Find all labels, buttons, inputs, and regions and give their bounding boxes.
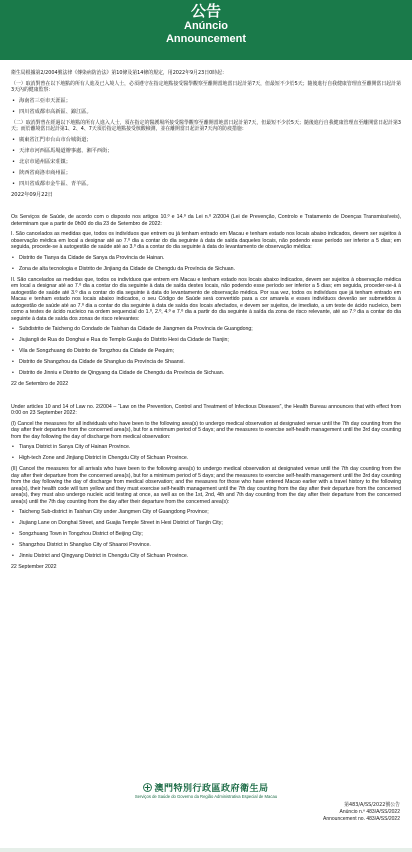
pt-bullets-1: [11, 255, 401, 273]
cn-item-2: （二）取消對曾在經過以下地點的所有人進入人士，須在指定的醫護場所接受醫學觀察至離開當地當日起計第7天，但最短不少於5天；隨後進行自我健康管理直至離開當日起計第3天；而於離境當日起計第1、2、4、7天須於指定地點接受核酸檢測，並在離開當日起計第7天內的防疫措施：: [11, 119, 401, 132]
section-spacer: [11, 394, 401, 404]
announcement-reference: [323, 802, 400, 823]
list-item: • Taicheng Sub-district in Taishan City under Jiangmen City of Guangdong Province;: [11, 509, 401, 516]
pt-item-1: I. São cancelados as medidas que, todos os indivíduos que entrem ou já tenham entrado em Macau e tenham estado nos locais abaixo indicados, devem ser sujeitos à observação médica em local a designar até ao 7.º dia a contar do dia seguinte à data de saída daqueles locais, não podendo esse período ser inferior a 5 dias; em seguida, procede-se à autogestão de saúde até ao 3.º dia a contar do dia seguinte à data do levantamento de observação médica:: [11, 231, 401, 250]
cn-intro: 衛生局根據第2/2004號法律《傳染病防治法》第10條及第14條的規定，用2022年9月23日0時起：: [11, 70, 227, 76]
announcement-header: [0, 0, 412, 60]
cn-date: 2022年09月22日: [11, 191, 53, 198]
reference-english: Announcement no. 483/A/SS/2022: [322, 816, 400, 822]
pt-date: 22 de Setembro de 2022: [11, 381, 69, 387]
announcement-body: [0, 60, 412, 571]
title-english: Announcement: [165, 33, 247, 45]
list-item: • 北京市通州區宋莊鎮；: [11, 159, 401, 166]
issuer-seal: [0, 781, 412, 799]
list-item: • Jiujiang Lane on Donghai Street, and Guajia Temple Street in Hexi District of Tianjin City;: [11, 520, 401, 527]
list-item: • Jinniu District and Qingyang District in Chengdu City of Sichuan Province.: [11, 553, 401, 560]
list-item: • 陝西省商洛市商州區；: [11, 170, 401, 177]
cn-bullets-1: [11, 98, 401, 116]
list-item: • Jiujiangli de Rua do Donghai e Rua do Templo Guajia do Distrito Hexi da Cidade de Tianjin;: [11, 337, 401, 344]
pt-item-2: II. São cancelados as medidas que, todos os indivíduos que entrem em Macau e tenham estado nos locais abaixo indicados, devem ser sujeitos à observação médica em local a designar até ao 7.º dia a contar do dia seguinte à data de saída destes locais, não podendo esse período ser inferior a 5 dias; em seguida, proceder-se-á à autogestão de saúde até 3.º dia a contar do dia seguinte à data do levantamento de observação médica. Por sua vez, todos os indivíduos que já tenham entrado em Macau e tenham estado nos locais abaixo indicados, o seu Código de Saúde será convertido para a cor amarela e esses indivíduos deverão ser submetidos à autogestão de saúde até ao 7.º dia a contar do dia seguinte à data de saída dos locais afectados, e devem ser sujeitos, de imediato, a um teste de ácido nucleico, bem como a testes de ácido nucleico na ordem sequencial do 1.º, 2.º, 4.º e 7.º dia a partir do dia seguinte à saída da zona de risco relevante, até ao 7.º dia a contar do dia seguinte à data de saída dos zonas de risco relevantes:: [11, 276, 401, 322]
pt-intro: Os Serviços de Saúde, de acordo com o disposto nos artigos 10.º e 14.º da Lei n.º 2/2004 (Lei de Prevenção, Controlo e Tratamento de Doenças Transmissíveis), determinam que a partir de 0h00 do dia 23 de Setembro de 2022:: [11, 214, 401, 227]
portuguese-section: [11, 214, 401, 388]
cn-bullets-2: [11, 137, 401, 188]
list-item: • Distrito de Tianya da Cidade de Sanya da Província de Hainan.: [11, 255, 401, 262]
list-item: • Subdistrito de Taicheng do Condado de Taishan da Cidade de Jiangmen da Província de Guangdong;: [11, 326, 401, 333]
english-section: [11, 404, 401, 571]
list-item: • Distrito de Shangzhou da Cidade de Shangluo da Província de Shaanxi.: [11, 359, 401, 366]
list-item: • 四川省成都市金牛區、青羊區。: [11, 181, 401, 188]
section-spacer: [11, 204, 401, 214]
list-item: • Distrito de Jinniu e Distrito de Qingyang da Cidade de Chengdu da Província de Sichuan.: [11, 370, 401, 377]
list-item: • Vila de Songzhuang do Distrito de Tongzhou da Cidade de Pequim;: [11, 348, 401, 355]
list-item: • Shangzhou District in Shangluo City of Shaanxi Province.: [11, 542, 401, 549]
list-item: • Songzhuang Town in Tongzhou District of Beijing City;: [11, 531, 401, 538]
health-bureau-logo-icon: [143, 783, 152, 792]
list-item: • 四川省成都市高新區、錦江區。: [11, 109, 401, 116]
reference-chinese: 第483/A/SS/2022號公告: [344, 802, 400, 808]
footer-rule: [0, 848, 412, 852]
list-item: • 廣東省江門市台山市台城街道；: [11, 137, 401, 144]
title-portuguese: Anúncio: [184, 20, 228, 32]
list-item: • Tianya District in Sanya City of Hainan Province.: [11, 444, 401, 451]
cn-item-1: （一）取消對曾在以下地點的所有人進及已入境人士，必須遵守在指定地點接受醫學觀察至離開當地當日起計第7天，但最短不少於5天；隨後進行自我健康管理直至離開當日起計第3天內的健康監察：: [11, 80, 401, 93]
list-item: • High-tech Zone and Jinjiang District in Chengdu City of Sichuan Province.: [11, 455, 401, 462]
chinese-section: [11, 70, 401, 198]
en-date: 22 September 2022: [11, 564, 57, 570]
issuer-name-portuguese: Serviços de Saúde do Governo da Região Administrativa Especial de Macau: [134, 794, 278, 799]
en-item-1: (I) Cancel the measures for all individuals who have been to the following area(s) to undergo medical observation at designated venue until the 7th day counting from the day after their departure from the concerned area(s), but for a minimum period of 5 days; and the measures to exercise self-health management until the 3rd day counting from the day following the day of discharge from medical observation:: [11, 420, 401, 440]
en-intro: Under articles 10 and 14 of Law no. 2/2004 – “Law on the Prevention, Control and Treatment of Infectious Diseases”, the Health Bureau announces that with effect from 0:00 on 23 September 2022:: [11, 403, 401, 416]
pt-bullets-2: [11, 326, 401, 377]
issuer-name-chinese: 澳門特別行政區政府衛生局: [0, 781, 412, 794]
list-item: • 海南省三亞市天涯區；: [11, 98, 401, 105]
en-bullets-1: [11, 444, 401, 462]
en-item-2: (II) Cancel the measures for all arrivals who have been to the following area(s) to undergo medical observation at designated venue until the 7th day counting from the day after their departure from the concerned area(s), but for a minimum period of 5 days; and the measures to exercise self-health management until the 3rd day counting from the day following the day of discharge from medical observation; and the measures for those who have entered Macao earlier with a travel history to the following area(s), their health code will turn yellow and they must exercise self-health management until the 7th day counting from the day after their departure from the concerned area(s), they must also undergo nucleic acid testing at once, as well as on the 1st, 2nd, 4th and 7th day counting from the day after their departure from the concerned area(s) until the 7th day counting from the day after their departure from the concerned area(s):: [11, 466, 401, 505]
reference-portuguese: Anúncio n.º 483/A/SS/2022: [339, 809, 400, 815]
title-chinese: 公告: [190, 2, 221, 20]
en-bullets-2: [11, 509, 401, 560]
list-item: • 天津市河西區馬場道辦事處、湘平西街；: [11, 148, 401, 155]
list-item: • Zona de alta tecnologia e Distrito de Jinjiang da Cidade de Chengdu da Província de Sichuan.: [11, 266, 401, 273]
